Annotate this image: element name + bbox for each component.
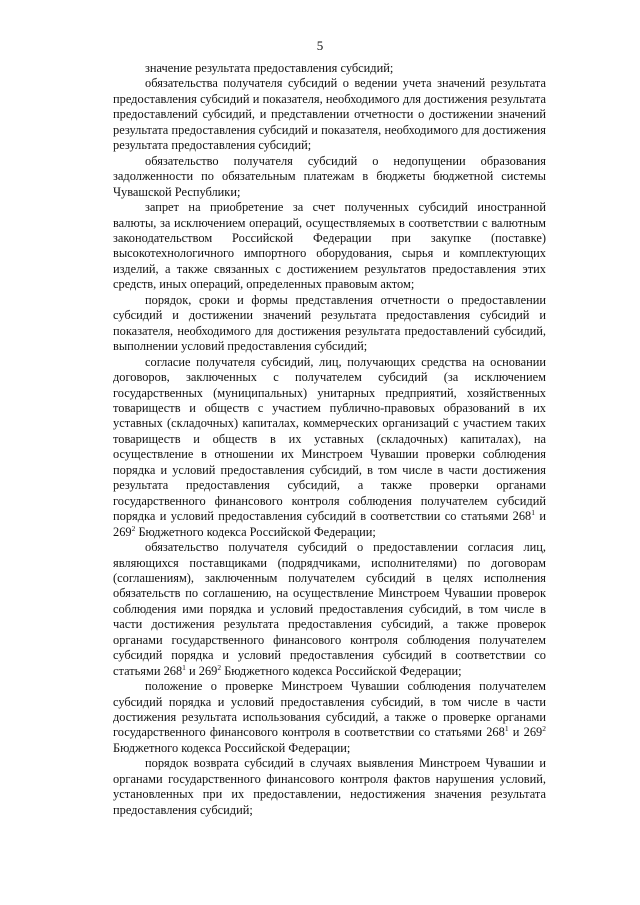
- paragraph-supplier-consent: [113, 540, 546, 679]
- paragraph-text: и 269: [508, 725, 543, 740]
- superscript: 1: [182, 662, 186, 672]
- paragraph-text: и 269: [185, 663, 218, 678]
- paragraph-result-value: значение результата предоставления субсидий;: [145, 61, 394, 75]
- superscript: 2: [217, 662, 222, 672]
- paragraph-text: согласие получателя субсидий, лиц, получающих средства на основании договоров, заключенных с получателем субсидий (за исключением государственных (муниципальных) унитарных предприятий, хозяйственных товариществ и обществ с участием публично-правовых образований в их уставных (складочных) капиталах, коммерческих организаций с участием таких товариществ и обществ в их уставных (складочных) капиталах), на осуществление в отношении их Минстроем Чувашии проверки соблюдения порядка и условий предоставления субсидий, в том числе в части достижения результата предоставления субсидий, а также проверки органами государственного финансового контроля соблюдения получателем субсидий порядка и условий предоставления субсидий в соответствии со статьями 268: [113, 354, 546, 524]
- paragraph-text: обязательство получателя субсидий о предоставлении согласия лиц, являющихся поставщиками (подрядчиками, исполнителями) по договорам (соглашениям), заключенным получателем субсидий в целях исполнения обязательств по соглашению, на осуществление Минстроем Чувашии проверок соблюдения ими порядка и условий предоставления субсидий, в том числе в части достижения результата предоставления субсидий, а также проверок органами государственного финансового контроля соблюдения получателем субсидий порядка и условий предоставления субсидий в соответствии со статьями 268: [113, 540, 546, 678]
- superscript: 1: [504, 724, 509, 734]
- paragraph-text: Бюджетного кодекса Российской Федерации;: [135, 524, 376, 539]
- paragraph-text: Бюджетного кодекса Российской Федерации;: [113, 740, 351, 755]
- paragraph-text: положение о проверке Минстроем Чувашии соблюдения получателем субсидий порядка и условий предоставления субсидий, в том числе в части достижения результата использования субсидий, а также о проверке органами государственного финансового контроля в соответствии со статьями 268: [113, 679, 546, 740]
- superscript: 2: [542, 724, 547, 734]
- paragraph-currency-prohibition: запрет на приобретение за счет полученных субсидий иностранной валюты, за исключением операций, осуществляемых в соответствии с валютным законодательством Российской Федерации при закупке (поставке) высокотехнологичного импортного оборудования, сырья и комплектующих изделий, а также связанных с достижением результатов предоставления этих средств, иных операций, определенных правовым актом;: [113, 200, 546, 292]
- paragraph-text: Бюджетного кодекса Российской Федерации;: [221, 663, 462, 678]
- paragraph-refund-procedure: порядок возврата субсидий в случаях выявления Минстроем Чувашии и органами государственного финансового контроля фактов нарушения условий, установленных при их предоставлении, недостижения значения результата предоставления субсидий;: [113, 756, 546, 817]
- paragraph-accounting-obligations: обязательства получателя субсидий о ведении учета значений результата предоставления субсидий и показателя, необходимого для достижения результата предоставлений субсидий, и представлении отчетности о достижении значений результата предоставления субсидий и показателя, необходимого для достижения результата предоставления субсидий;: [113, 76, 546, 153]
- paragraph-text: и 269: [113, 509, 546, 539]
- superscript: 2: [131, 523, 136, 533]
- paragraph-reporting-procedure: порядок, сроки и формы представления отчетности о предоставлении субсидий и достижении значений результата предоставления субсидий и показателя, необходимого для достижения результата предоставлений субсидий, выполнении условий предоставления субсидий;: [113, 292, 546, 354]
- superscript: 1: [531, 508, 535, 518]
- document-body: [113, 61, 546, 818]
- page-number: 5: [316, 38, 324, 53]
- paragraph-no-debt-obligation: обязательство получателя субсидий о недопущении образования задолженности по обязательным платежам в бюджеты бюджетной системы Чувашской Республики;: [113, 153, 546, 199]
- paragraph-recipient-consent: [113, 355, 546, 540]
- paragraph-inspection-provision: [113, 679, 546, 756]
